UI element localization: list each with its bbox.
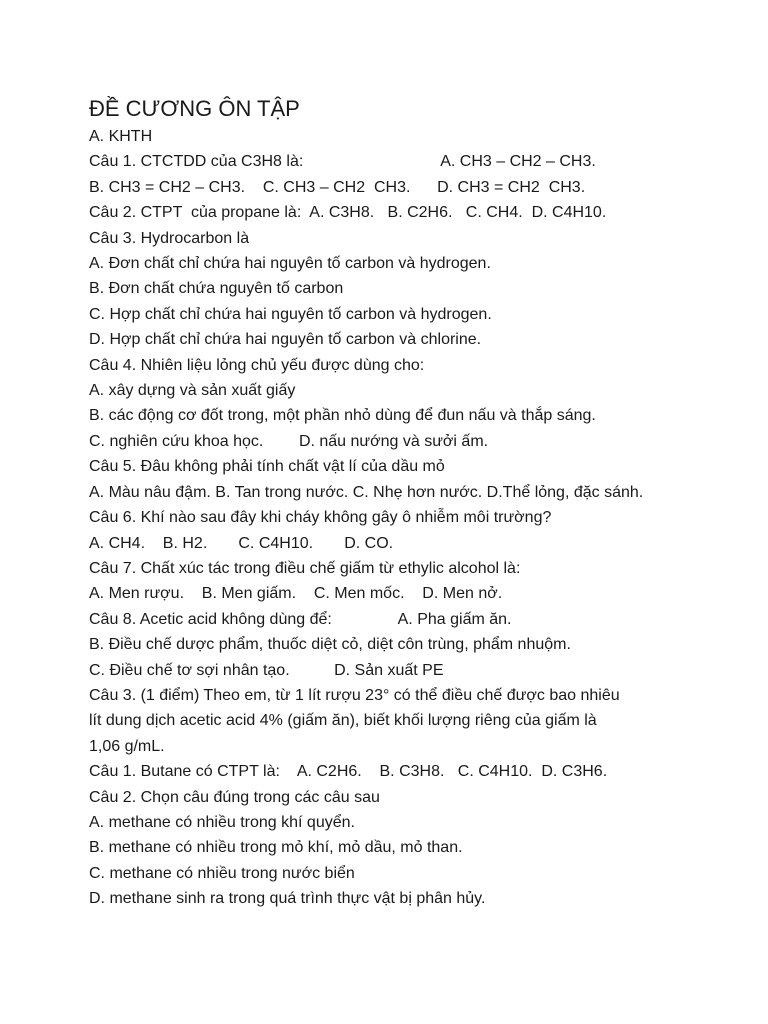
- answer-line: A. Men rượu. B. Men giấm. C. Men mốc. D. Men nở.: [89, 585, 503, 603]
- answer-line: C. Hợp chất chỉ chứa hai nguyên tố carbon và hydrogen.: [89, 305, 492, 323]
- document-body: [89, 124, 729, 912]
- answer-line: A. Màu nâu đậm. B. Tan trong nước. C. Nhẹ hơn nước. D.Thể lỏng, đặc sánh.: [89, 483, 644, 501]
- answer-line: A. methane có nhiều trong khí quyển.: [89, 813, 355, 831]
- question-line: Câu 1. Butane có CTPT là: A. C2H6. B. C3H8. C. C4H10. D. C3H6.: [89, 763, 608, 781]
- answer-line: C. Điều chế tơ sợi nhân tạo. D. Sản xuất PE: [89, 661, 444, 679]
- question-line: Câu 8. Acetic acid không dùng để: A. Pha giấm ăn.: [89, 610, 512, 628]
- answer-line: B. methane có nhiều trong mỏ khí, mỏ dầu, mỏ than.: [89, 839, 463, 857]
- document-page: [89, 96, 729, 912]
- document-title: ĐỀ CƯƠNG ÔN TẬP: [89, 96, 300, 121]
- question-line: 1,06 g/mL.: [89, 737, 165, 755]
- answer-line: C. nghiên cứu khoa học. D. nấu nướng và sưởi ấm.: [89, 432, 489, 450]
- answer-line: B. Đơn chất chứa nguyên tố carbon: [89, 280, 344, 298]
- question-line: Câu 3. (1 điểm) Theo em, từ 1 lít rượu 23° có thể điều chế được bao nhiêu: [89, 686, 620, 704]
- answer-line: D. methane sinh ra trong quá trình thực vật bị phân hủy.: [89, 890, 486, 908]
- question-line: Câu 3. Hydrocarbon là: [89, 229, 250, 247]
- question-line: Câu 4. Nhiên liệu lỏng chủ yếu được dùng cho:: [89, 356, 425, 374]
- section-heading: A. KHTH: [89, 128, 153, 145]
- question-line: Câu 5. Đâu không phải tính chất vật lí của dầu mỏ: [89, 458, 445, 476]
- answer-line: C. methane có nhiều trong nước biển: [89, 864, 355, 882]
- answer-line: D. Hợp chất chỉ chứa hai nguyên tố carbon và chlorine.: [89, 331, 482, 349]
- answer-line: A. CH4. B. H2. C. C4H10. D. CO.: [89, 534, 394, 552]
- answer-line: A. Đơn chất chỉ chứa hai nguyên tố carbon và hydrogen.: [89, 255, 491, 273]
- answer-line: B. các động cơ đốt trong, một phần nhỏ dùng để đun nấu và thắp sáng.: [89, 407, 596, 425]
- question-line: Câu 2. Chọn câu đúng trong các câu sau: [89, 788, 380, 806]
- question-line: Câu 2. CTPT của propane là: A. C3H8. B. C2H6. C. CH4. D. C4H10.: [89, 204, 607, 222]
- question-line: lít dung dịch acetic acid 4% (giấm ăn), biết khối lượng riêng của giấm là: [89, 712, 597, 730]
- question-line: Câu 1. CTCTDD của C3H8 là: A. CH3 – CH2 – CH3.: [89, 153, 596, 171]
- answer-line: B. Điều chế dược phẩm, thuốc diệt cỏ, diệt côn trùng, phẩm nhuộm.: [89, 636, 571, 654]
- answer-line: B. CH3 = CH2 – CH3. C. CH3 – CH2 CH3. D. CH3 = CH2 CH3.: [89, 178, 586, 196]
- answer-line: A. xây dựng và sản xuất giấy: [89, 382, 296, 400]
- question-line: Câu 6. Khí nào sau đây khi cháy không gây ô nhiễm môi trường?: [89, 509, 552, 527]
- question-line: Câu 7. Chất xúc tác trong điều chế giấm từ ethylic alcohol là:: [89, 559, 521, 577]
